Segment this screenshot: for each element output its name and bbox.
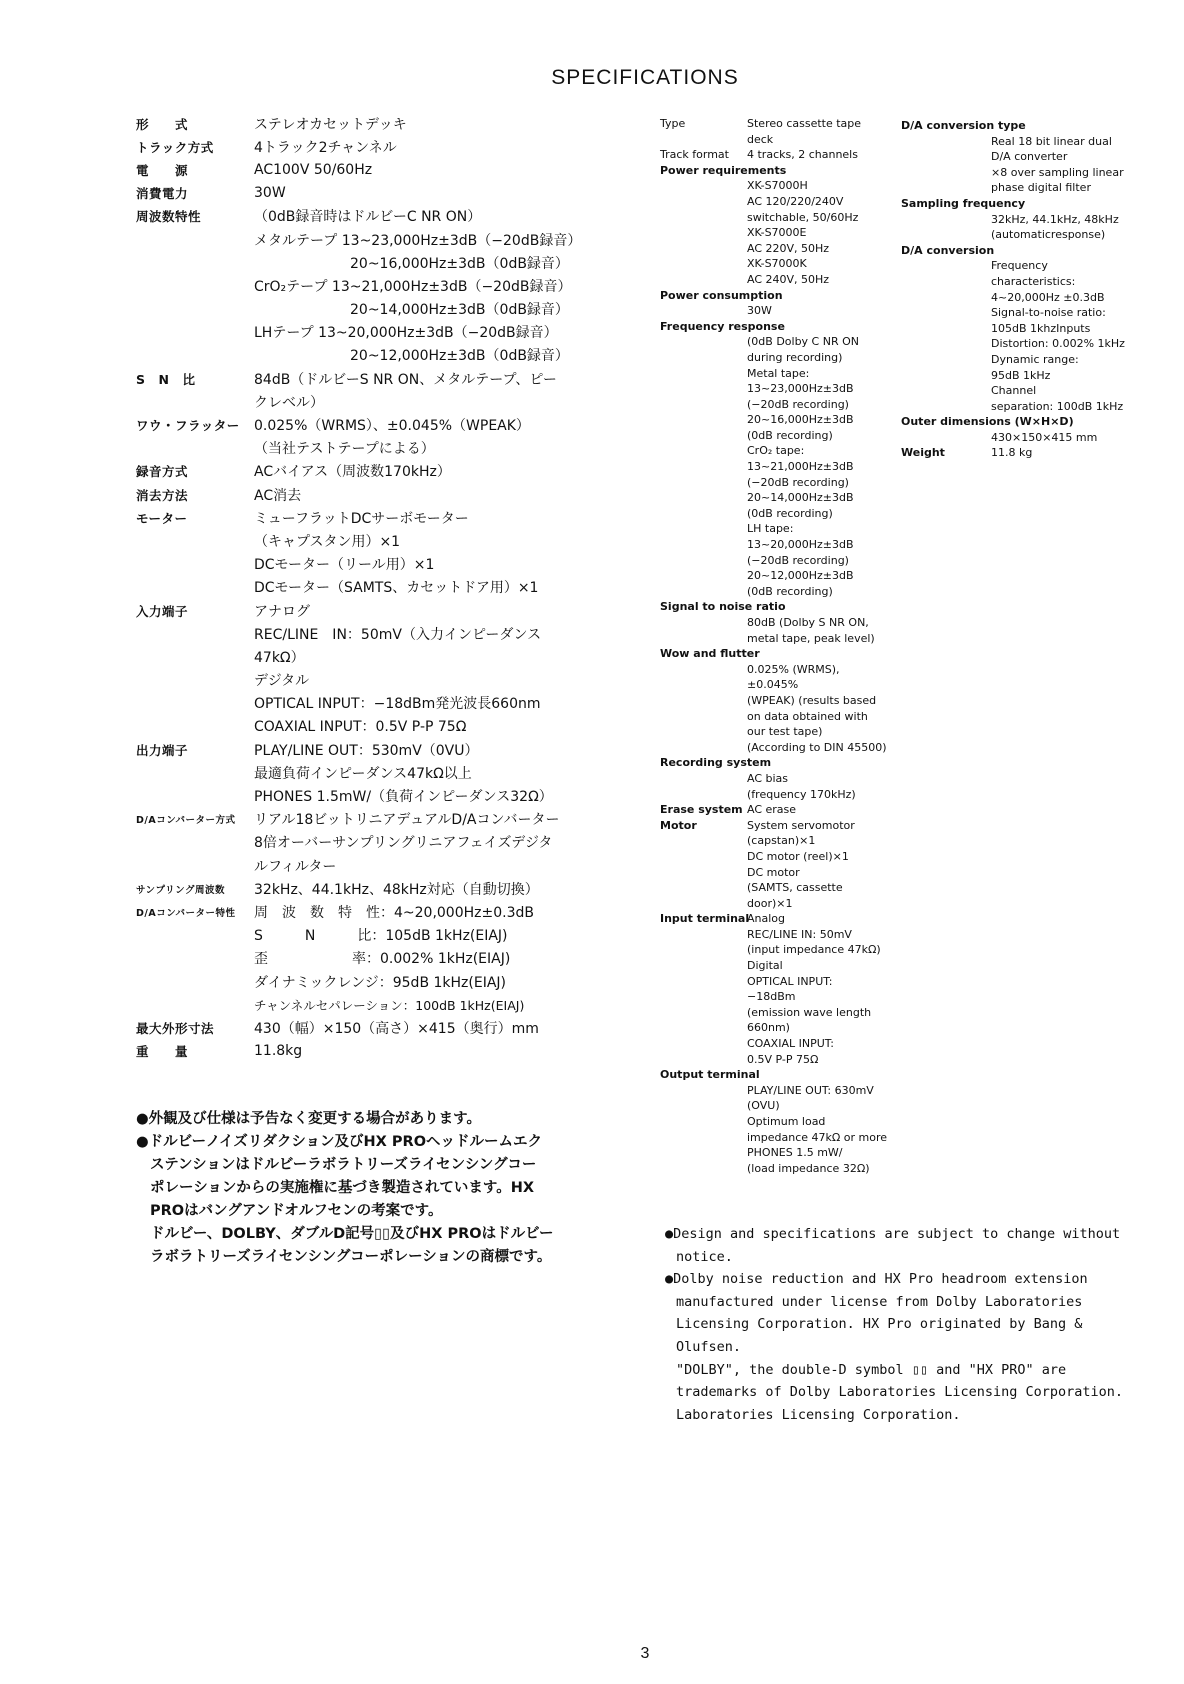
spec-label: D/Aコンバーター方式: [136, 815, 236, 827]
spec-heading: Wow and flutter: [660, 647, 760, 661]
spec-line: PHONES 1.5 mW/: [747, 1146, 843, 1160]
spec-line: 20~12,000Hz±3dB: [747, 569, 854, 583]
note-dolby-cont: Laboratories Licensing Corporation.: [676, 1406, 961, 1423]
spec-label: 消費電力: [136, 186, 189, 202]
spec-row-motor-cont: DCモーター（SAMTS、カセットドア用）×1: [254, 580, 539, 597]
spec-line: (0dB recording): [747, 584, 833, 598]
spec-label: 最大外形寸法: [136, 1020, 215, 1036]
spec-value: 4 tracks, 2 channels: [747, 148, 858, 162]
spec-line: 13~23,000Hz±3dB: [747, 382, 854, 396]
spec-row-frequency-lh: LHテープ 13~20,000Hz±3dB（−20dB録音）: [254, 325, 558, 342]
spec-line: COAXIAL INPUT:: [747, 1037, 834, 1051]
spec-line: Real 18 bit linear dual: [991, 134, 1112, 148]
spec-line: XK-S7000E: [747, 226, 807, 240]
spec-line: XK-S7000H: [747, 179, 808, 193]
spec-line: 105dB 1khzInputs: [991, 321, 1091, 335]
spec-heading: Sampling frequency: [901, 196, 1026, 210]
spec-label: 消去方法: [136, 487, 189, 503]
spec-line: 13~21,000Hz±3dB: [747, 460, 854, 474]
spec-line: DC motor: [747, 865, 800, 879]
spec-value: 周 波 数 特 性：4~20,000Hz±0.3dB: [254, 904, 534, 921]
spec-heading: Recording system: [660, 756, 772, 770]
spec-line: AC 220V, 50Hz: [747, 241, 830, 255]
spec-value: 84dB（ドルビーS NR ON、メタルテープ、ピー: [254, 371, 557, 388]
spec-heading: D/A conversion type: [901, 119, 1026, 132]
spec-row-track: [136, 135, 656, 158]
spec-label: Input terminal: [660, 912, 750, 926]
spec-row-sn: [136, 367, 656, 390]
spec-row-input-cont: デジタル: [254, 673, 310, 690]
spec-row-type: [660, 116, 905, 132]
spec-label: 録音方式: [136, 464, 189, 480]
spec-line: (OVU): [747, 1099, 780, 1113]
spec-line: (automaticresponse): [991, 228, 1106, 242]
spec-row-da-type: [136, 808, 656, 831]
spec-line: on data obtained with: [747, 709, 868, 723]
spec-value: リアル18ビットリニアデュアルD/Aコンバーター: [254, 812, 560, 829]
spec-label: Erase system: [660, 803, 743, 817]
spec-row-type: [136, 112, 656, 135]
spec-line: OPTICAL INPUT:: [747, 974, 833, 988]
spec-value: 430（幅）×150（高さ）×415（奥行）mm: [254, 1020, 539, 1037]
spec-row-erase: [660, 802, 905, 818]
spec-value: AC消去: [254, 487, 302, 504]
spec-line: D/A converter: [991, 150, 1068, 164]
english-notes: [665, 1223, 1165, 1426]
spec-row-frequency-cro2-0db: 20~14,000Hz±3dB（0dB録音）: [350, 302, 569, 319]
note-dolby-cont: ドルビー、DOLBY、ダブルD記号▯▯及びHX PROはドルビー: [150, 1226, 554, 1242]
japanese-specifications: [136, 112, 656, 1063]
note-dolby-cont: ポレーションからの実施権に基づき製造されています。HX: [150, 1180, 535, 1196]
spec-label: 周波数特性: [136, 209, 202, 225]
spec-line: metal tape, peak level): [747, 631, 875, 645]
spec-line: 4~20,000Hz ±0.3dB: [991, 290, 1105, 304]
spec-value: （0dB録音時はドルビーC NR ON）: [254, 209, 482, 226]
note-dolby-cont: ステンションはドルビーラボラトリーズライセンシングコー: [150, 1157, 537, 1173]
spec-line: (−20dB recording): [747, 553, 849, 567]
spec-row-input-cont: REC/LINE IN：50mV（入力インピーダンス: [254, 626, 542, 643]
spec-row-da-char-cont: チャンネルセパレーション：100dB 1kHz(EIAJ): [254, 997, 525, 1013]
spec-label: 形 式: [136, 116, 189, 132]
spec-row-da-char-cont: S N 比：105dB 1kHz(EIAJ): [254, 928, 508, 945]
spec-row-motor-cont: DCモーター（リール用）×1: [254, 557, 435, 574]
spec-row-frequency-metal: メタルテープ 13~23,000Hz±3dB（−20dB録音）: [254, 232, 582, 249]
spec-line: Optimum load: [747, 1115, 826, 1128]
spec-row-motor: [136, 506, 656, 529]
spec-line: (frequency 170kHz): [747, 787, 856, 801]
note-dolby-cont: "DOLBY", the double-D symbol ▯▯ and "HX PRO" are: [676, 1361, 1067, 1378]
note-design-change: ●Design and specifications are subject to change without: [665, 1226, 1121, 1242]
note-dolby-cont: Olufsen.: [676, 1338, 742, 1355]
note-design-change: ●外観及び仕様は予告なく変更する場合があります。: [136, 1111, 481, 1127]
spec-line: 660nm): [747, 1021, 790, 1035]
spec-value: AC100V 50/60Hz: [254, 161, 373, 178]
note-design-change-cont: notice.: [676, 1248, 733, 1265]
spec-label: 出力端子: [136, 742, 189, 758]
spec-heading: Power consumption: [660, 288, 783, 302]
spec-row-input-cont: OPTICAL INPUT：−18dBm発光波長660nm: [254, 696, 541, 713]
spec-line: Distortion: 0.002% 1kHz: [991, 337, 1125, 351]
spec-value: AC erase: [747, 803, 797, 817]
spec-row-consumption: [136, 182, 656, 205]
spec-label: Type: [660, 117, 686, 130]
spec-line: door)×1: [747, 896, 793, 910]
spec-row-motor: [660, 818, 905, 834]
spec-line: (capstan)×1: [747, 834, 816, 848]
spec-row-output: [136, 738, 656, 761]
spec-row-wow-cont: （当社テストテープによる）: [254, 441, 435, 458]
spec-label: 電 源: [136, 162, 189, 178]
spec-line: ×8 over sampling linear: [991, 165, 1124, 179]
note-dolby-cont: Licensing Corporation. HX Pro originated by Bang &: [676, 1316, 1083, 1333]
spec-line: AC 240V, 50Hz: [747, 272, 830, 286]
spec-value: 0.025%（WRMS）、±0.045%（WPEAK）: [254, 418, 530, 435]
spec-label: Track format: [660, 148, 729, 162]
spec-label: Motor: [660, 818, 697, 832]
spec-line: Signal-to-noise ratio:: [991, 306, 1106, 320]
spec-label: ワウ・フラッター: [136, 418, 240, 434]
spec-label: トラック方式: [136, 139, 214, 155]
page-title: SPECIFICATIONS: [551, 66, 739, 89]
spec-line: (WPEAK) (results based: [747, 693, 877, 707]
spec-line: (−20dB recording): [747, 397, 849, 411]
spec-line: DC motor (reel)×1: [747, 849, 849, 863]
spec-line: 32kHz, 44.1kHz, 48kHz: [991, 212, 1119, 226]
spec-line: −18dBm: [747, 990, 796, 1004]
spec-line: (0dB recording): [747, 428, 833, 442]
spec-line: 0.5V P-P 75Ω: [747, 1052, 819, 1066]
spec-value: 32kHz、44.1kHz、48kHz対応（自動切換）: [254, 881, 539, 898]
spec-line: 80dB (Dolby S NR ON,: [747, 616, 869, 629]
spec-row-da-char-cont: 歪 率：0.002% 1kHz(EIAJ): [254, 951, 511, 968]
spec-line: (−20dB recording): [747, 475, 849, 489]
spec-value: PLAY/LINE OUT：530mV（0VU）: [254, 742, 479, 759]
spec-line: (According to DIN 45500): [747, 740, 887, 754]
spec-line: deck: [747, 132, 774, 146]
spec-label: 入力端子: [136, 603, 189, 619]
english-specifications-column-1: [660, 116, 905, 1176]
spec-row-erase: [136, 483, 656, 506]
spec-line: Channel: [991, 384, 1037, 398]
spec-value: アナログ: [254, 603, 310, 620]
spec-line: (emission wave length: [747, 1005, 872, 1019]
spec-heading: Signal to noise ratio: [660, 600, 786, 614]
spec-line: REC/LINE IN: 50mV: [747, 927, 852, 941]
note-dolby-cont: manufactured under license from Dolby Laboratories: [676, 1293, 1083, 1310]
spec-line: ±0.045%: [747, 678, 799, 692]
spec-line: PLAY/LINE OUT: 630mV: [747, 1083, 874, 1097]
spec-label: 重 量: [136, 1044, 189, 1060]
spec-value: ステレオカセットデッキ: [254, 116, 407, 133]
spec-line: AC bias: [747, 771, 789, 785]
spec-value: Analog: [747, 912, 786, 926]
spec-line: (0dB recording): [747, 506, 833, 520]
spec-label: サンプリング周波数: [136, 884, 225, 896]
page-number: 3: [640, 1645, 650, 1662]
note-dolby-cont: trademarks of Dolby Laboratories Licensing Corporation.: [676, 1384, 1124, 1401]
spec-line: (0dB Dolby C NR ON: [747, 335, 859, 349]
spec-heading: Outer dimensions (W×H×D): [901, 415, 1074, 429]
spec-row-wow: [136, 413, 656, 436]
spec-line: 20~14,000Hz±3dB: [747, 491, 854, 505]
spec-label: D/Aコンバーター特性: [136, 907, 236, 919]
spec-row-frequency-lh-0db: 20~12,000Hz±3dB（0dB録音）: [350, 348, 569, 365]
spec-label: Weight: [901, 446, 945, 460]
spec-row-output-cont: PHONES 1.5mW/（負荷インピーダンス32Ω）: [254, 789, 553, 806]
spec-line: phase digital filter: [991, 181, 1091, 195]
spec-row-da-char: [136, 900, 656, 923]
note-dolby: ●ドルビーノイズリダクション及びHX PROヘッドルームエク: [136, 1134, 543, 1150]
spec-row-sampling: [136, 877, 656, 900]
spec-line: CrO₂ tape:: [747, 444, 805, 458]
spec-line: 20~16,000Hz±3dB: [747, 413, 854, 427]
spec-line: (load impedance 32Ω): [747, 1161, 870, 1175]
spec-line: separation: 100dB 1kHz: [991, 399, 1124, 413]
spec-line: Dynamic range:: [991, 352, 1079, 366]
spec-line: switchable, 50/60Hz: [747, 210, 859, 224]
spec-row-frequency: [136, 205, 656, 228]
spec-row-da-type-cont: ルフィルター: [254, 858, 337, 875]
spec-row-power: [136, 158, 656, 181]
spec-row-motor-cont: （キャプスタン用）×1: [254, 533, 401, 550]
spec-value: 11.8kg: [254, 1043, 303, 1060]
spec-row-input-cont: 47kΩ）: [254, 649, 305, 666]
spec-line: 95dB 1kHz: [991, 368, 1051, 382]
spec-line: 0.025% (WRMS),: [747, 662, 840, 676]
spec-line: our test tape): [747, 725, 823, 739]
spec-row-frequency-cro2: CrO₂テープ 13~21,000Hz±3dB（−20dB録音）: [254, 278, 572, 295]
spec-row-frequency-metal-0db: 20~16,000Hz±3dB（0dB録音）: [350, 255, 569, 272]
spec-heading: Frequency response: [660, 319, 785, 333]
spec-line: AC 120/220/240V: [747, 194, 844, 208]
spec-row-input: [660, 911, 905, 927]
spec-row-input: [136, 599, 656, 622]
spec-value: ミューフラットDCサーボモーター: [254, 510, 469, 527]
spec-value: 30W: [254, 185, 286, 202]
spec-line: impedance 47kΩ or more: [747, 1130, 888, 1144]
spec-heading: Output terminal: [660, 1068, 760, 1082]
spec-row-da-type-cont: 8倍オーバーサンプリングリニアフェイズデジタ: [254, 835, 553, 852]
spec-line: (input impedance 47kΩ): [747, 943, 881, 957]
spec-row-recording: [136, 460, 656, 483]
note-dolby: ●Dolby noise reduction and HX Pro headroom extension: [665, 1271, 1088, 1288]
note-dolby-cont: ラボラトリーズライセンシングコーポレーションの商標です。: [150, 1249, 552, 1265]
spec-label: S N 比: [136, 371, 196, 387]
spec-line: LH tape:: [747, 522, 794, 536]
spec-value: System servomotor: [747, 818, 855, 832]
spec-heading: D/A conversion: [901, 243, 995, 257]
spec-line: XK-S7000K: [747, 257, 807, 271]
spec-heading: Power requirements: [660, 163, 787, 177]
spec-row-weight: [901, 445, 1141, 461]
spec-value: 4トラック2チャンネル: [254, 139, 397, 156]
spec-row-input-cont: COAXIAL INPUT：0.5V P-P 75Ω: [254, 719, 467, 736]
spec-line: 30W: [747, 304, 772, 318]
spec-row-weight: [136, 1040, 656, 1063]
spec-value: 11.8 kg: [991, 446, 1033, 460]
spec-row-da-char-cont: ダイナミックレンジ：95dB 1kHz(EIAJ): [254, 974, 506, 991]
spec-value: ACバイアス（周波数170kHz）: [254, 464, 451, 481]
spec-row-sn-cont: クレベル）: [254, 394, 324, 411]
japanese-notes: [136, 1108, 636, 1269]
spec-line: characteristics:: [991, 274, 1076, 288]
spec-line: Frequency: [991, 259, 1048, 273]
spec-line: Digital: [747, 959, 783, 973]
spec-row-dimensions: [136, 1016, 656, 1039]
note-dolby-cont: PROはバングアンドオルフセンの考案です。: [150, 1203, 443, 1219]
spec-line: Metal tape:: [747, 366, 810, 380]
spec-label: モーター: [136, 510, 188, 526]
spec-line: 13~20,000Hz±3dB: [747, 538, 854, 552]
spec-line: (SAMTS, cassette: [747, 881, 843, 895]
spec-line: during recording): [747, 350, 843, 364]
spec-row-output-cont: 最適負荷インピーダンス47kΩ以上: [254, 765, 472, 782]
english-specifications-column-2: [901, 118, 1141, 461]
spec-line: 430×150×415 mm: [991, 430, 1098, 444]
spec-row-track: [660, 147, 905, 163]
spec-value: Stereo cassette tape: [747, 117, 862, 130]
